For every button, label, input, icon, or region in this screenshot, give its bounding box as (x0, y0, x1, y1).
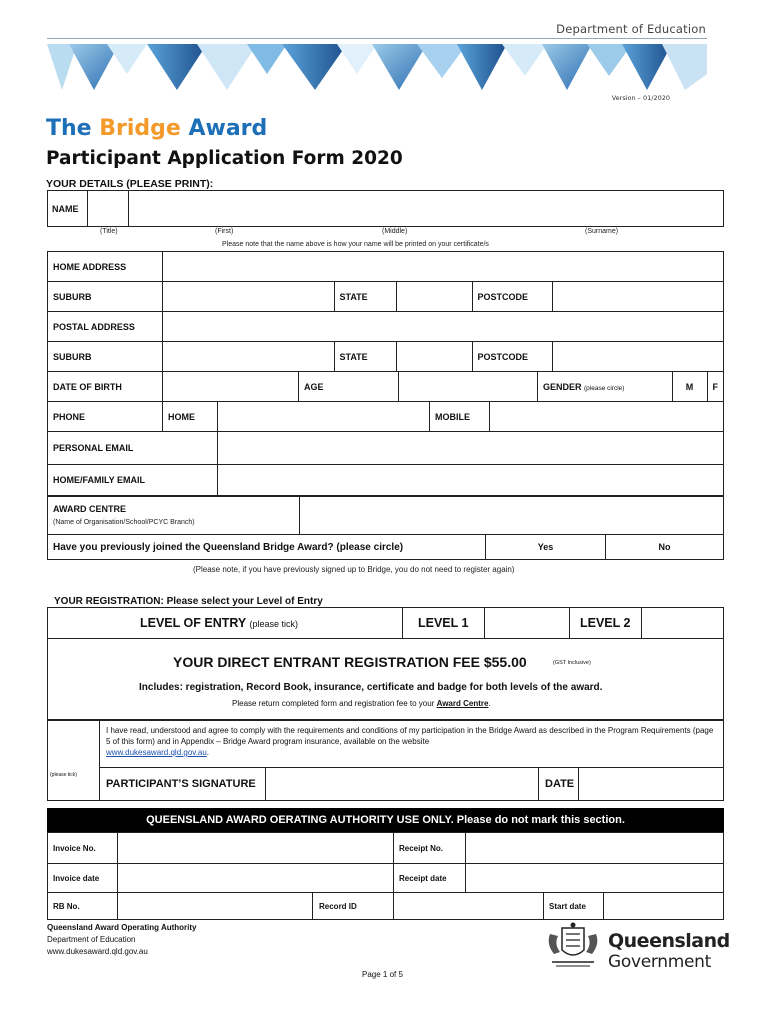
postal-state-label: STATE (334, 342, 396, 372)
level1-label: LEVEL 1 (403, 608, 485, 639)
award-centre-table (47, 496, 724, 535)
fee-includes: Includes: registration, Record Book, insurance, certificate and badge for both levels of the award. (139, 682, 603, 693)
level2-label: LEVEL 2 (570, 608, 642, 639)
award-centre-input[interactable] (300, 497, 724, 535)
dob-table (47, 371, 724, 402)
home-phone-label: HOME (163, 402, 218, 432)
declaration-tick-box[interactable] (48, 721, 100, 768)
signature-input[interactable] (266, 768, 539, 800)
fee-gst-note: (GST Inclusive) (553, 660, 591, 666)
suburb-label: SUBURB (48, 282, 163, 312)
details-section-label: YOUR DETAILS (PLEASE PRINT): (46, 178, 214, 190)
page-title (46, 116, 267, 141)
date-input[interactable] (579, 768, 723, 800)
authority-table (47, 832, 724, 893)
name-first-caption: (First) (215, 228, 234, 235)
signature-row (100, 768, 724, 801)
name-label: NAME (52, 204, 79, 214)
qld-wordmark-1: Queensland (608, 930, 730, 952)
previous-table (47, 534, 724, 560)
name-middle-caption: (Middle) (382, 228, 408, 235)
queensland-government-logo (542, 922, 730, 972)
name-field-box[interactable] (47, 190, 724, 227)
invoice-no-input[interactable] (118, 833, 394, 864)
award-centre-note: (Name of Organisation/School/PCYC Branch) (53, 518, 195, 526)
home-phone-input[interactable] (218, 402, 430, 432)
receipt-no-input[interactable] (466, 833, 724, 864)
level2-checkbox[interactable] (642, 608, 724, 639)
declaration-table (47, 720, 724, 801)
invoice-date-input[interactable] (118, 864, 394, 893)
record-id-label: Record ID (313, 893, 394, 920)
fee-return-end: . (488, 699, 491, 708)
coat-of-arms-icon (542, 922, 604, 970)
title-part-bridge: Bridge (99, 116, 181, 141)
postcode-input[interactable] (552, 282, 724, 312)
postal-suburb-input[interactable] (163, 342, 335, 372)
page-number: Page 1 of 5 (362, 970, 403, 979)
title-part-the: The (46, 116, 100, 141)
name-surname-caption: (Surname) (585, 228, 619, 235)
name-title-caption: (Title) (100, 228, 118, 235)
header-divider (47, 38, 707, 39)
invoice-no-label: Invoice No. (48, 833, 118, 864)
previous-question: Have you previously joined the Queensland Bridge Award? (please circle) (48, 535, 486, 560)
gender-f-option[interactable]: F (707, 372, 724, 402)
gender-note: (please circle) (583, 384, 625, 392)
department-header: Department of Education (556, 22, 706, 36)
footer-web: www.dukesaward.qld.gov.au (47, 947, 148, 956)
award-centre-label: AWARD CENTRE (53, 503, 127, 514)
postal-state-input[interactable] (396, 342, 472, 372)
receipt-date-label: Receipt date (394, 864, 466, 893)
level-table (47, 607, 724, 639)
start-date-input[interactable] (604, 893, 724, 920)
postal-suburb-label: SUBURB (48, 342, 163, 372)
receipt-date-input[interactable] (466, 864, 724, 893)
dob-input[interactable] (162, 372, 298, 402)
postal-postcode-label: POSTCODE (472, 342, 552, 372)
state-label: STATE (334, 282, 396, 312)
rb-no-input[interactable] (118, 893, 313, 920)
gender-m-option[interactable]: M (672, 372, 707, 402)
award-centre-label-cell (48, 497, 300, 535)
invoice-date-label: Invoice date (48, 864, 118, 893)
personal-email-label: PERSONAL EMAIL (48, 432, 218, 465)
declaration-text-cell: I have read, understood and agree to comply with the requirements and conditions of my participation in the Bridge Award as described in the Program Requirements (page 5 of this form) and in Appendix – Bridge Award program insurance, available on the website www.dukesaward.qld.gov.au. (100, 721, 724, 768)
rb-no-label: RB No. (48, 893, 118, 920)
phone-label: PHONE (48, 402, 163, 432)
level-of-entry-label: LEVEL OF ENTRY (140, 616, 247, 630)
age-input[interactable] (398, 372, 537, 402)
postcode-label: POSTCODE (472, 282, 552, 312)
date-label: DATE (539, 768, 579, 800)
signature-label: PARTICIPANT’S SIGNATURE (100, 768, 266, 800)
home-address-label: HOME ADDRESS (48, 252, 163, 282)
footer-org: Queensland Award Operating Authority (47, 923, 197, 932)
authority-table-2 (47, 892, 724, 920)
personal-email-input[interactable] (218, 432, 724, 465)
start-date-label: Start date (544, 893, 604, 920)
previous-note: (Please note, if you have previously signed up to Bridge, you do not need to register again) (193, 565, 515, 574)
gender-label: GENDER (542, 381, 582, 392)
fee-title: YOUR DIRECT ENTRANT REGISTRATION FEE $55.00 (173, 654, 527, 670)
name-title-field[interactable] (87, 190, 129, 227)
receipt-no-label: Receipt No. (394, 833, 466, 864)
level-of-entry-cell (48, 608, 403, 639)
fee-return-text: Please return completed form and registration fee to your (232, 699, 437, 708)
previous-yes-option[interactable]: Yes (486, 535, 606, 560)
previous-no-option[interactable]: No (606, 535, 724, 560)
level1-checkbox[interactable] (485, 608, 570, 639)
gender-label-cell (537, 372, 672, 402)
record-id-input[interactable] (394, 893, 544, 920)
suburb-input[interactable] (163, 282, 335, 312)
postal-address-input[interactable] (163, 312, 724, 342)
website-link[interactable]: www.dukesaward.qld.gov.au (106, 748, 207, 757)
postal-address-label: POSTAL ADDRESS (48, 312, 163, 342)
phone-table (47, 401, 724, 496)
state-input[interactable] (396, 282, 472, 312)
form-subtitle: Participant Application Form 2020 (46, 148, 403, 169)
declaration-text: I have read, understood and agree to comply with the requirements and conditions of my participation in the Bridge Award as described in the Program Requirements (page 5 of this form) and in Appendix – Bridge Award program insurance, available on the website (106, 726, 714, 746)
level-please-tick: (please tick) (249, 619, 299, 629)
footer-dept: Department of Education (47, 935, 136, 944)
tick-note-cell (48, 768, 100, 801)
mobile-input[interactable] (490, 402, 724, 432)
family-email-input[interactable] (218, 465, 724, 496)
details-table (47, 251, 724, 372)
version-label: Version – 01/2020 (611, 94, 670, 102)
tick-note: (please tick) (50, 771, 77, 778)
qld-wordmark-2: Government (608, 952, 712, 972)
name-note: Please note that the name above is how your name will be printed on your certificate/s (222, 241, 489, 248)
title-part-award: Award (180, 116, 268, 141)
postal-postcode-input[interactable] (552, 342, 724, 372)
age-label-cell (298, 372, 398, 402)
footer-contact (47, 922, 197, 958)
home-address-input[interactable] (163, 252, 724, 282)
age-label: AGE (303, 381, 324, 392)
authority-header-bar: QUEENSLAND AWARD OERATING AUTHORITY USE ONLY. Please do not mark this section. (47, 808, 724, 832)
mobile-label: MOBILE (430, 402, 490, 432)
triangle-banner (47, 44, 707, 90)
dob-label: DATE OF BIRTH (48, 372, 163, 402)
registration-title: YOUR REGISTRATION: Please select your Level of Entry (54, 596, 323, 607)
fee-return-note (232, 699, 491, 708)
award-centre-link[interactable]: Award Centre (436, 699, 489, 708)
family-email-label: HOME/FAMILY EMAIL (48, 465, 218, 496)
